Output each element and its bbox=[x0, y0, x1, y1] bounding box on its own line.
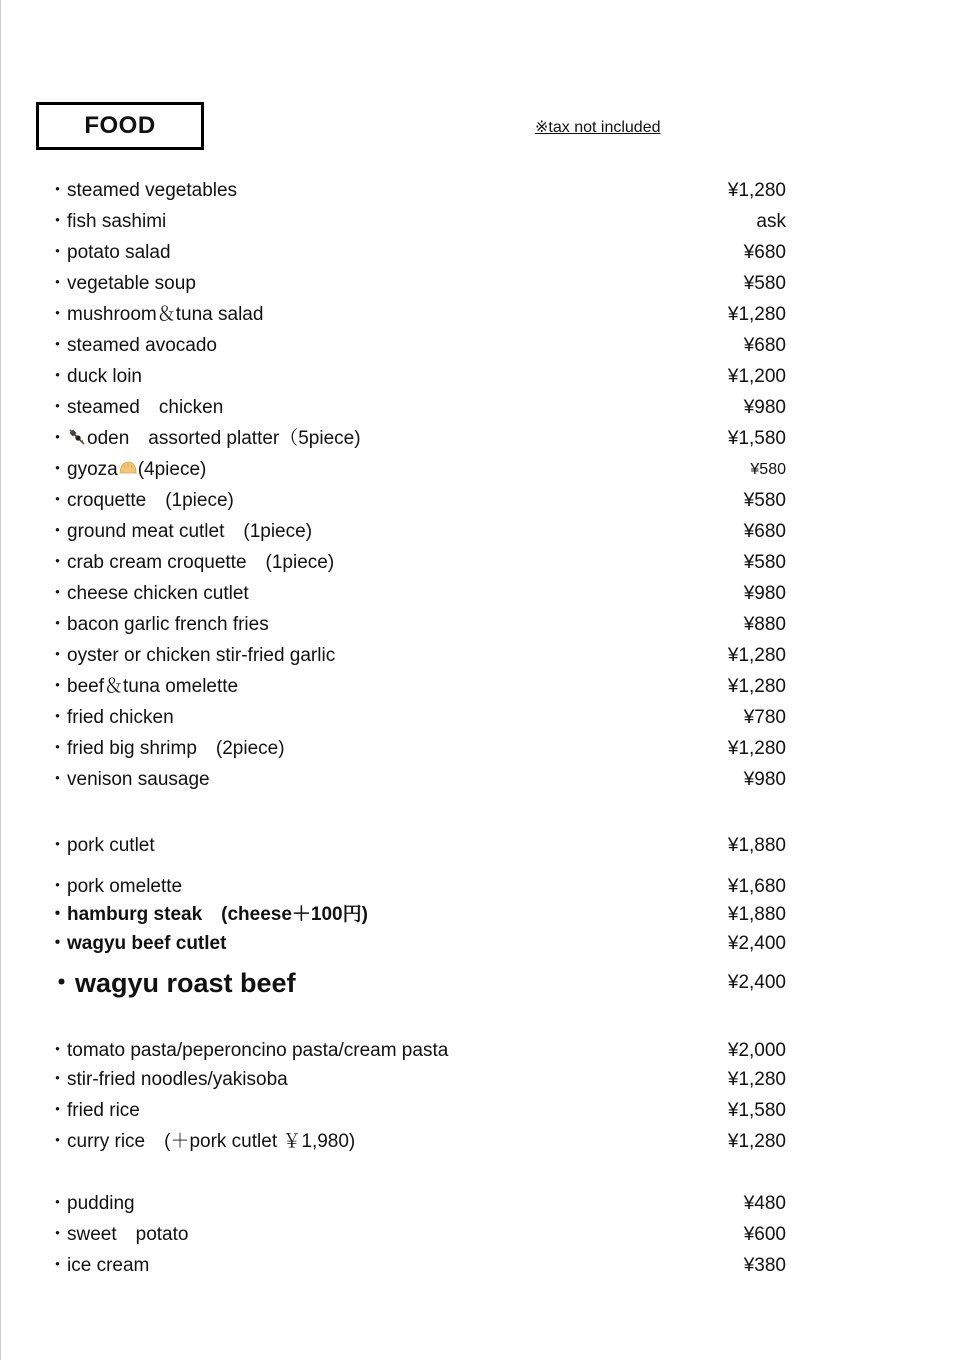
item-name: ・crab cream croquette (1piece) bbox=[48, 552, 335, 573]
item-name: ・duck loin bbox=[48, 366, 142, 387]
item-name-suffix: (4piece) bbox=[137, 459, 207, 480]
item-price: ¥2,400 bbox=[727, 972, 786, 993]
item-price: ¥1,280 bbox=[727, 645, 786, 666]
item-price: ¥1,280 bbox=[727, 180, 786, 201]
item-name: ・tomato pasta/peperoncino pasta/cream pasta bbox=[48, 1040, 449, 1061]
menu-item bbox=[48, 903, 786, 927]
menu-item bbox=[48, 768, 786, 792]
item-price: ¥2,000 bbox=[727, 1040, 786, 1061]
item-name: ・steamed vegetables bbox=[48, 180, 238, 201]
item-name: ・mushroom＆tuna salad bbox=[48, 304, 264, 325]
item-name: ・venison sausage bbox=[48, 769, 210, 790]
item-name-prefix: ・ bbox=[48, 428, 68, 449]
oden-skewer-icon bbox=[68, 428, 86, 446]
menu-item bbox=[48, 613, 786, 637]
item-name: ・beef＆tuna omelette bbox=[48, 676, 239, 697]
item-name: ・croquette (1piece) bbox=[48, 490, 234, 511]
menu-item bbox=[48, 489, 786, 513]
tax-note: ※tax not included bbox=[535, 119, 661, 136]
menu-item bbox=[48, 365, 786, 389]
gyoza-icon bbox=[119, 461, 137, 475]
menu-item bbox=[48, 582, 786, 606]
menu-item bbox=[48, 932, 786, 956]
item-price: ¥780 bbox=[743, 707, 786, 728]
item-price: ¥1,280 bbox=[727, 304, 786, 325]
menu-title: FOOD bbox=[36, 102, 204, 150]
item-price: ¥680 bbox=[743, 242, 786, 263]
menu-item bbox=[48, 875, 786, 899]
menu-item bbox=[48, 1192, 786, 1216]
item-price: ¥1,880 bbox=[727, 904, 786, 925]
item-price: ¥580 bbox=[743, 490, 786, 511]
item-name: ・ground meat cutlet (1piece) bbox=[48, 521, 313, 542]
menu-item bbox=[48, 1068, 786, 1092]
item-price: ¥1,200 bbox=[727, 366, 786, 387]
item-price: ¥600 bbox=[743, 1224, 786, 1245]
item-name: ・cheese chicken cutlet bbox=[48, 583, 249, 604]
menu-item bbox=[48, 179, 786, 203]
menu-item bbox=[48, 737, 786, 761]
item-name: ・oyster or chicken stir-fried garlic bbox=[48, 645, 336, 666]
item-price: ¥480 bbox=[743, 1193, 786, 1214]
menu-item bbox=[48, 334, 786, 358]
menu-item bbox=[48, 303, 786, 327]
item-price: ¥1,280 bbox=[727, 676, 786, 697]
item-name: ・steamed chicken bbox=[48, 397, 224, 418]
item-name: ・ice cream bbox=[48, 1255, 150, 1276]
menu-item bbox=[48, 1130, 786, 1154]
item-name: ・fried big shrimp (2piece) bbox=[48, 738, 285, 759]
item-price: ¥1,880 bbox=[727, 835, 786, 856]
menu-item bbox=[48, 675, 786, 699]
item-price: ¥980 bbox=[743, 769, 786, 790]
menu-item bbox=[48, 644, 786, 668]
item-name: ・vegetable soup bbox=[48, 273, 196, 294]
item-price: ¥580 bbox=[750, 461, 786, 478]
item-price: ¥580 bbox=[743, 552, 786, 573]
item-price: ¥1,280 bbox=[727, 1131, 786, 1152]
menu-item bbox=[48, 520, 786, 544]
item-price: ¥580 bbox=[743, 273, 786, 294]
item-price: ¥980 bbox=[743, 397, 786, 418]
page-edge-line bbox=[0, 0, 1, 1360]
item-price: ¥1,580 bbox=[727, 428, 786, 449]
menu-item bbox=[48, 272, 786, 296]
item-name: ・sweet potato bbox=[48, 1224, 189, 1245]
item-name-prefix: ・gyoza bbox=[48, 459, 118, 480]
item-name: ・stir-fried noodles/yakisoba bbox=[48, 1069, 288, 1090]
menu-item bbox=[48, 427, 786, 451]
item-name: ・potato salad bbox=[48, 242, 171, 263]
menu-item bbox=[48, 965, 786, 1001]
item-name bbox=[48, 458, 206, 482]
item-name: ・hamburg steak (cheese＋100円) bbox=[48, 904, 368, 925]
item-price: ¥380 bbox=[743, 1255, 786, 1276]
item-price: ¥680 bbox=[743, 335, 786, 356]
item-name: ・steamed avocado bbox=[48, 335, 217, 356]
menu-item bbox=[48, 210, 786, 234]
item-name: ・wagyu beef cutlet bbox=[48, 933, 227, 954]
item-price: ¥2,400 bbox=[727, 933, 786, 954]
item-price: ¥1,280 bbox=[727, 738, 786, 759]
item-price: ¥1,680 bbox=[727, 876, 786, 897]
menu-item bbox=[48, 1039, 786, 1063]
menu-item bbox=[48, 241, 786, 265]
item-price: ¥1,280 bbox=[727, 1069, 786, 1090]
item-price: ask bbox=[756, 211, 786, 232]
menu-item bbox=[48, 1099, 786, 1123]
item-name: ・fish sashimi bbox=[48, 211, 167, 232]
item-name: ・bacon garlic french fries bbox=[48, 614, 269, 635]
item-name: ・fried rice bbox=[48, 1100, 140, 1121]
menu-item bbox=[48, 1223, 786, 1247]
menu-item bbox=[48, 396, 786, 420]
item-name-suffix: oden assorted platter（5piece) bbox=[87, 428, 361, 449]
item-name: ・wagyu roast beef bbox=[48, 968, 296, 998]
item-name: ・curry rice (＋pork cutlet ￥1,980) bbox=[48, 1131, 356, 1152]
item-name: ・fried chicken bbox=[48, 707, 174, 728]
item-price: ¥680 bbox=[743, 521, 786, 542]
menu-item bbox=[48, 706, 786, 730]
item-name: ・pudding bbox=[48, 1193, 135, 1214]
menu-item bbox=[48, 1254, 786, 1278]
item-name: ・pork cutlet bbox=[48, 835, 155, 856]
menu-item bbox=[48, 458, 786, 482]
item-name bbox=[48, 427, 361, 451]
menu-item bbox=[48, 834, 786, 858]
menu-item bbox=[48, 551, 786, 575]
item-name: ・pork omelette bbox=[48, 876, 183, 897]
item-price: ¥1,580 bbox=[727, 1100, 786, 1121]
item-price: ¥880 bbox=[743, 614, 786, 635]
item-price: ¥980 bbox=[743, 583, 786, 604]
